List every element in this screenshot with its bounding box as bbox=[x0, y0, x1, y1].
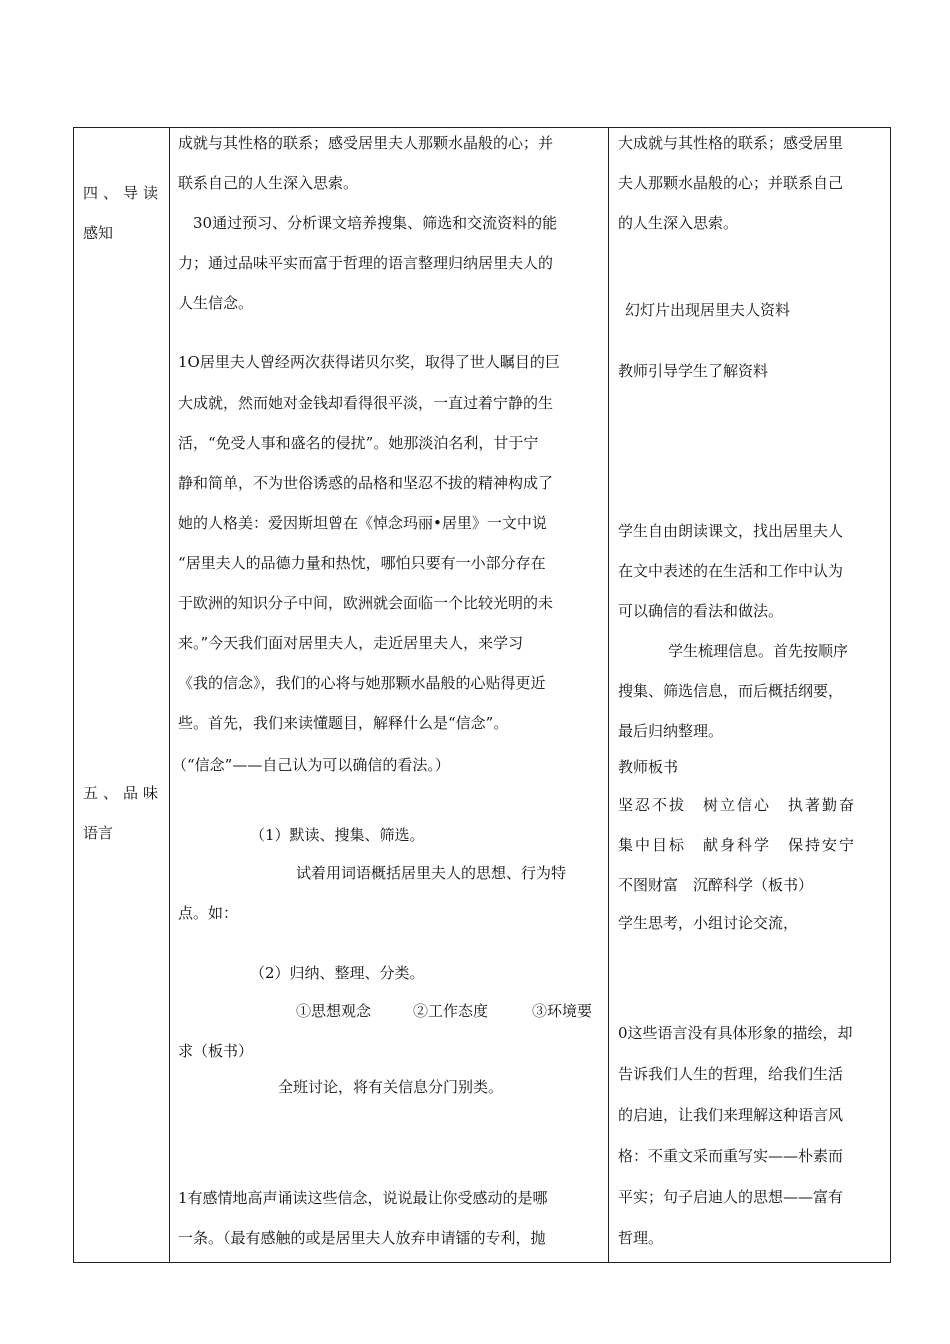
activity-line: 集中目标 献身科学 保持安宁 bbox=[618, 836, 857, 854]
content-line: 1有感情地高声诵读这些信念，说说最让你受感动的是哪 bbox=[178, 1189, 548, 1207]
activity-line: 在文中表述的在生活和工作中认为 bbox=[618, 562, 844, 580]
activity-line: 大成就与其性格的联系；感受居里 bbox=[618, 134, 844, 152]
content-line: 大成就，然而她对金钱却看得很平淡，一直过着宁静的生 bbox=[178, 394, 554, 412]
activity-line: 教师引导学生了解资料 bbox=[618, 362, 769, 380]
content-line: （2）归纳、整理、分类。 bbox=[250, 964, 425, 982]
section4-title-line2: 感知 bbox=[83, 224, 114, 242]
content-line: 一条。（最有感触的或是居里夫人放弃申请镭的专利，抛 bbox=[178, 1229, 546, 1247]
content-line: 于欧洲的知识分子中间，欧洲就会面临一个比较光明的未 bbox=[178, 594, 554, 612]
content-line: 人生信念。 bbox=[178, 294, 254, 312]
content-line: （1）默读、搜集、筛选。 bbox=[250, 826, 425, 844]
activity-line: 教师板书 bbox=[618, 758, 679, 776]
section5-title-line2: 语言 bbox=[83, 824, 114, 842]
content-line: 活，“免受人事和盛名的侵扰”。她那淡泊名利，甘于宁 bbox=[178, 434, 539, 452]
content-line: ①思想观念 bbox=[296, 1002, 372, 1020]
content-line: 试着用词语概括居里夫人的思想、行为特 bbox=[296, 864, 567, 882]
activity-line: 0这些语言没有具体形象的描绘，却 bbox=[618, 1024, 853, 1042]
activity-line: 学生梳理信息。首先按顺序 bbox=[668, 642, 849, 660]
content-line: “居里夫人的品德力量和热忱，哪怕只要有一小部分存在 bbox=[178, 554, 546, 572]
content-line: 静和简单，不为世俗诱惑的品格和坚忍不拔的精神构成了 bbox=[178, 474, 554, 492]
activity-line: 幻灯片出现居里夫人资料 bbox=[625, 301, 791, 319]
content-line: 来。”今天我们面对居里夫人，走近居里夫人，来学习 bbox=[178, 634, 524, 652]
activity-line: 学生自由朗读课文，找出居里夫人 bbox=[618, 522, 844, 540]
activity-line: 搜集、筛选信息，而后概括纲要， bbox=[618, 682, 844, 700]
content-line: 力；通过品味平实而富于哲理的语言整理归纳居里夫人的 bbox=[178, 254, 554, 272]
content-line: 30通过预习、分析课文培养搜集、筛选和交流资料的能 bbox=[193, 214, 558, 232]
activity-line: 的启迪，让我们来理解这种语言风 bbox=[618, 1106, 844, 1124]
activity-line: 格：不重文采而重写实——朴素而 bbox=[618, 1147, 844, 1165]
activity-line: 不图财富 沉醉科学（板书） bbox=[618, 876, 814, 894]
content-line: ②工作态度 bbox=[413, 1002, 489, 1020]
activity-line: 学生思考，小组讨论交流， bbox=[618, 914, 799, 932]
content-line: 1O居里夫人曾经两次获得诺贝尔奖，取得了世人瞩目的巨 bbox=[178, 353, 560, 371]
column-divider-2 bbox=[608, 128, 609, 1262]
content-line: 些。首先，我们来读懂题目，解释什么是“信念”。 bbox=[178, 714, 509, 732]
activity-line: 坚忍不拔 树立信心 执著勤奋 bbox=[618, 796, 857, 814]
section5-title-line1: 五、品味 bbox=[83, 784, 164, 802]
activity-line: 可以确信的看法和做法。 bbox=[618, 602, 784, 620]
content-line: 《我的信念》，我们的心将与她那颗水晶般的心贴得更近 bbox=[178, 674, 546, 692]
activity-line: 平实；句子启迪人的思想——富有 bbox=[618, 1188, 844, 1206]
content-line: ③环境要 bbox=[532, 1002, 593, 1020]
activity-line: 的人生深入思索。 bbox=[618, 214, 739, 232]
column-divider-1 bbox=[169, 128, 170, 1262]
activity-line: 哲理。 bbox=[618, 1229, 664, 1247]
content-line: 求（板书） bbox=[178, 1042, 254, 1060]
content-line: 点。如： bbox=[178, 904, 239, 922]
section4-title-line1: 四、导读 bbox=[83, 184, 164, 202]
activity-line: 告诉我们人生的哲理，给我们生活 bbox=[618, 1065, 844, 1083]
activity-line: 夫人那颗水晶般的心；并联系自己 bbox=[618, 174, 844, 192]
content-line: 她的人格美：爱因斯坦曾在《悼念玛丽•居里》一文中说 bbox=[178, 514, 547, 532]
content-line: 联系自己的人生深入思索。 bbox=[178, 174, 359, 192]
content-line: 全班讨论，将有关信息分门别类。 bbox=[278, 1078, 504, 1096]
content-line: 成就与其性格的联系；感受居里夫人那颗水晶般的心；并 bbox=[178, 134, 554, 152]
activity-line: 最后归纳整理。 bbox=[618, 722, 724, 740]
content-line: （“信念”——自己认为可以确信的看法。） bbox=[172, 756, 450, 774]
